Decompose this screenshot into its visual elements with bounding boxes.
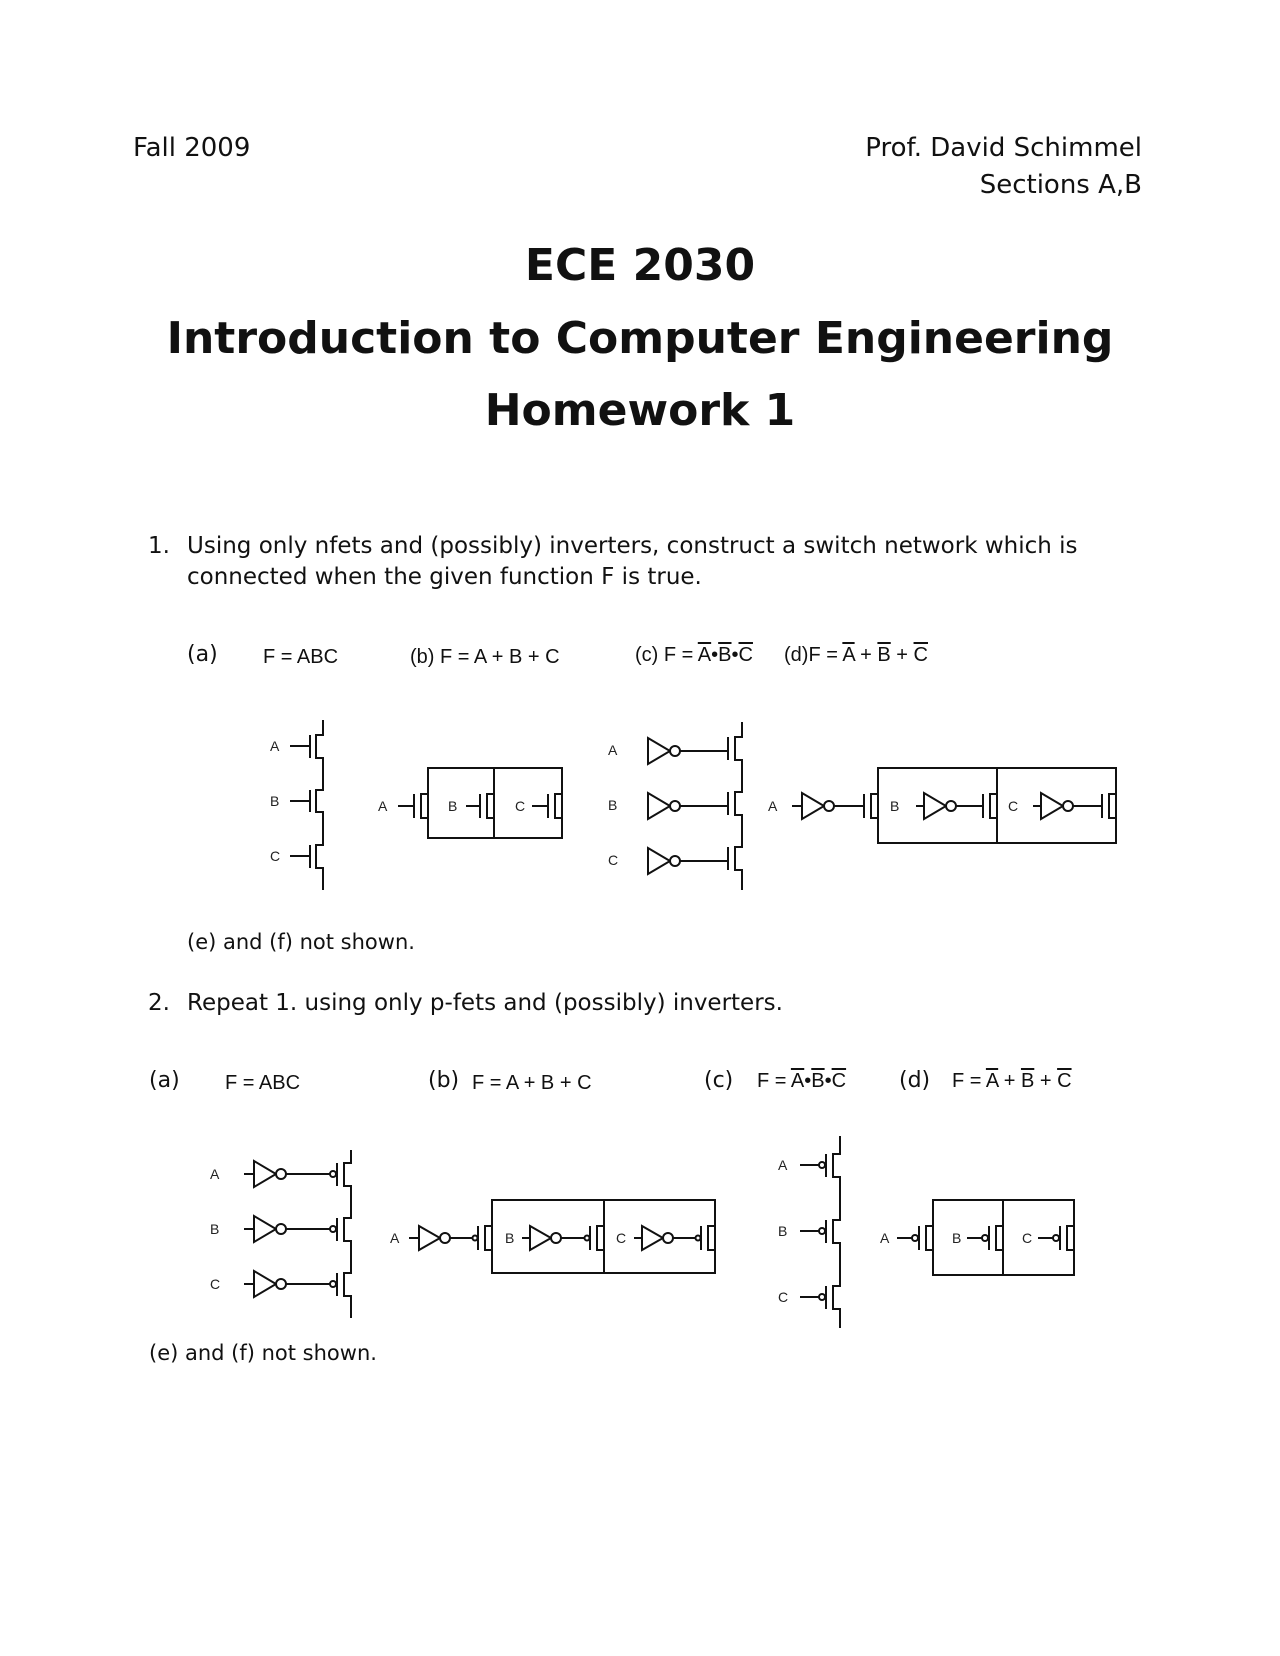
q1-d-label: (d): [784, 644, 809, 666]
q1-d-fn-pre: F =: [808, 644, 843, 666]
q2-c-label: (c): [704, 1068, 734, 1093]
q1a-label-c: C: [270, 848, 281, 864]
q1d-label-c: C: [1008, 798, 1019, 814]
q2-d-plus2: +: [1034, 1070, 1058, 1092]
q1-a-label: (a): [187, 642, 218, 667]
q1-d-plus2: +: [890, 644, 914, 666]
q1b-label-b: B: [448, 798, 458, 814]
assignment-title: Homework 1: [484, 385, 796, 436]
q2b-label-b: B: [505, 1230, 515, 1246]
q2-d-C: $\overline{C}$: [1057, 1070, 1072, 1092]
course-name: Introduction to Computer Engineering: [166, 313, 1114, 364]
q1c-label-c: C: [608, 852, 619, 868]
q2-d-B: $\overline{B}$: [1020, 1070, 1035, 1092]
q1d-label-b: B: [890, 798, 900, 814]
q1c-label-b: B: [608, 797, 618, 813]
professor: Prof. David Schimmel: [865, 133, 1142, 163]
q1-c-dot1: •: [711, 644, 719, 666]
q2-c-dot1: •: [804, 1070, 812, 1092]
q2a-label-b: B: [210, 1221, 220, 1237]
sections: Sections A,B: [979, 170, 1142, 200]
q2d-parallel-pfets: [880, 1200, 1074, 1275]
q2-c-fn-pre: F =: [757, 1070, 791, 1092]
q2b-label-c: C: [616, 1230, 627, 1246]
q2b-label-a: A: [390, 1230, 400, 1246]
q1-c-dot2: •: [731, 644, 739, 666]
q1-text-line2: connected when the given function F is true.: [187, 564, 702, 590]
q2d-label-a: A: [880, 1230, 890, 1246]
q1-text-line1: Using only nfets and (possibly) inverters, construct a switch network which is: [187, 533, 1078, 559]
q2c-label-c: C: [778, 1289, 789, 1305]
course-number: ECE 2030: [524, 240, 756, 291]
q2c-label-a: A: [778, 1157, 788, 1173]
q2-c-dot2: •: [824, 1070, 832, 1092]
q2-number: 2.: [148, 990, 170, 1016]
q2-b-label: (b): [428, 1068, 460, 1093]
q2c-label-b: B: [778, 1223, 788, 1239]
q2c-series-pfets: [778, 1136, 840, 1328]
q2-footnote: (e) and (f) not shown.: [149, 1341, 377, 1365]
q2-a-function: F = ABC: [225, 1072, 301, 1094]
semester: Fall 2009: [133, 133, 251, 163]
q1-d-A: $\overline{A}$: [842, 644, 855, 666]
q2-b-function: F = A + B + C: [472, 1072, 592, 1094]
q1-b-label: (b): [410, 646, 435, 668]
q1b-label-a: A: [378, 798, 388, 814]
q1-d-B: $\overline{B}$: [877, 644, 891, 666]
q1a-label-b: B: [270, 793, 280, 809]
q2b-parallel-pfets-inverters: [390, 1200, 715, 1273]
q1-footnote: (e) and (f) not shown.: [187, 930, 415, 954]
q2-c-B: $\overline{B}$: [811, 1070, 825, 1092]
q2d-label-b: B: [952, 1230, 962, 1246]
q1-d-plus1: +: [854, 644, 878, 666]
q2a-label-a: A: [210, 1166, 220, 1182]
q2d-label-c: C: [1022, 1230, 1033, 1246]
q2-d-label: (d): [899, 1068, 931, 1093]
q1-c-C: $\overline{C}$: [738, 644, 753, 666]
q1-d-C: $\overline{C}$: [913, 644, 928, 666]
q1a-label-a: A: [270, 738, 280, 754]
q2-d-plus1: +: [998, 1070, 1021, 1092]
q1-c-A: $\overline{A}$: [697, 644, 712, 666]
q2a-series-pfets-inverters: [210, 1150, 351, 1318]
q2-d-fn-pre: F =: [952, 1070, 986, 1092]
q2-c-C: $\overline{C}$: [831, 1070, 847, 1092]
q1b-label-c: C: [515, 798, 526, 814]
q2-d-A: $\overline{A}$: [985, 1070, 999, 1092]
q2a-label-c: C: [210, 1276, 221, 1292]
q1-c-B: $\overline{B}$: [718, 644, 732, 666]
q2-text: Repeat 1. using only p-fets and (possibly) inverters.: [187, 990, 783, 1016]
q1-number: 1.: [148, 533, 170, 559]
q2-a-label: (a): [149, 1068, 180, 1093]
q1-b-fn: F = A + B + C: [440, 646, 560, 668]
q2-c-A: $\overline{A}$: [790, 1070, 805, 1092]
q1c-label-a: A: [608, 742, 618, 758]
q1d-label-a: A: [768, 798, 778, 814]
q1-a-function: F = ABC: [263, 646, 339, 668]
q1-c-label: (c): [635, 644, 659, 666]
q1-c-fn-pre: F =: [663, 644, 698, 666]
